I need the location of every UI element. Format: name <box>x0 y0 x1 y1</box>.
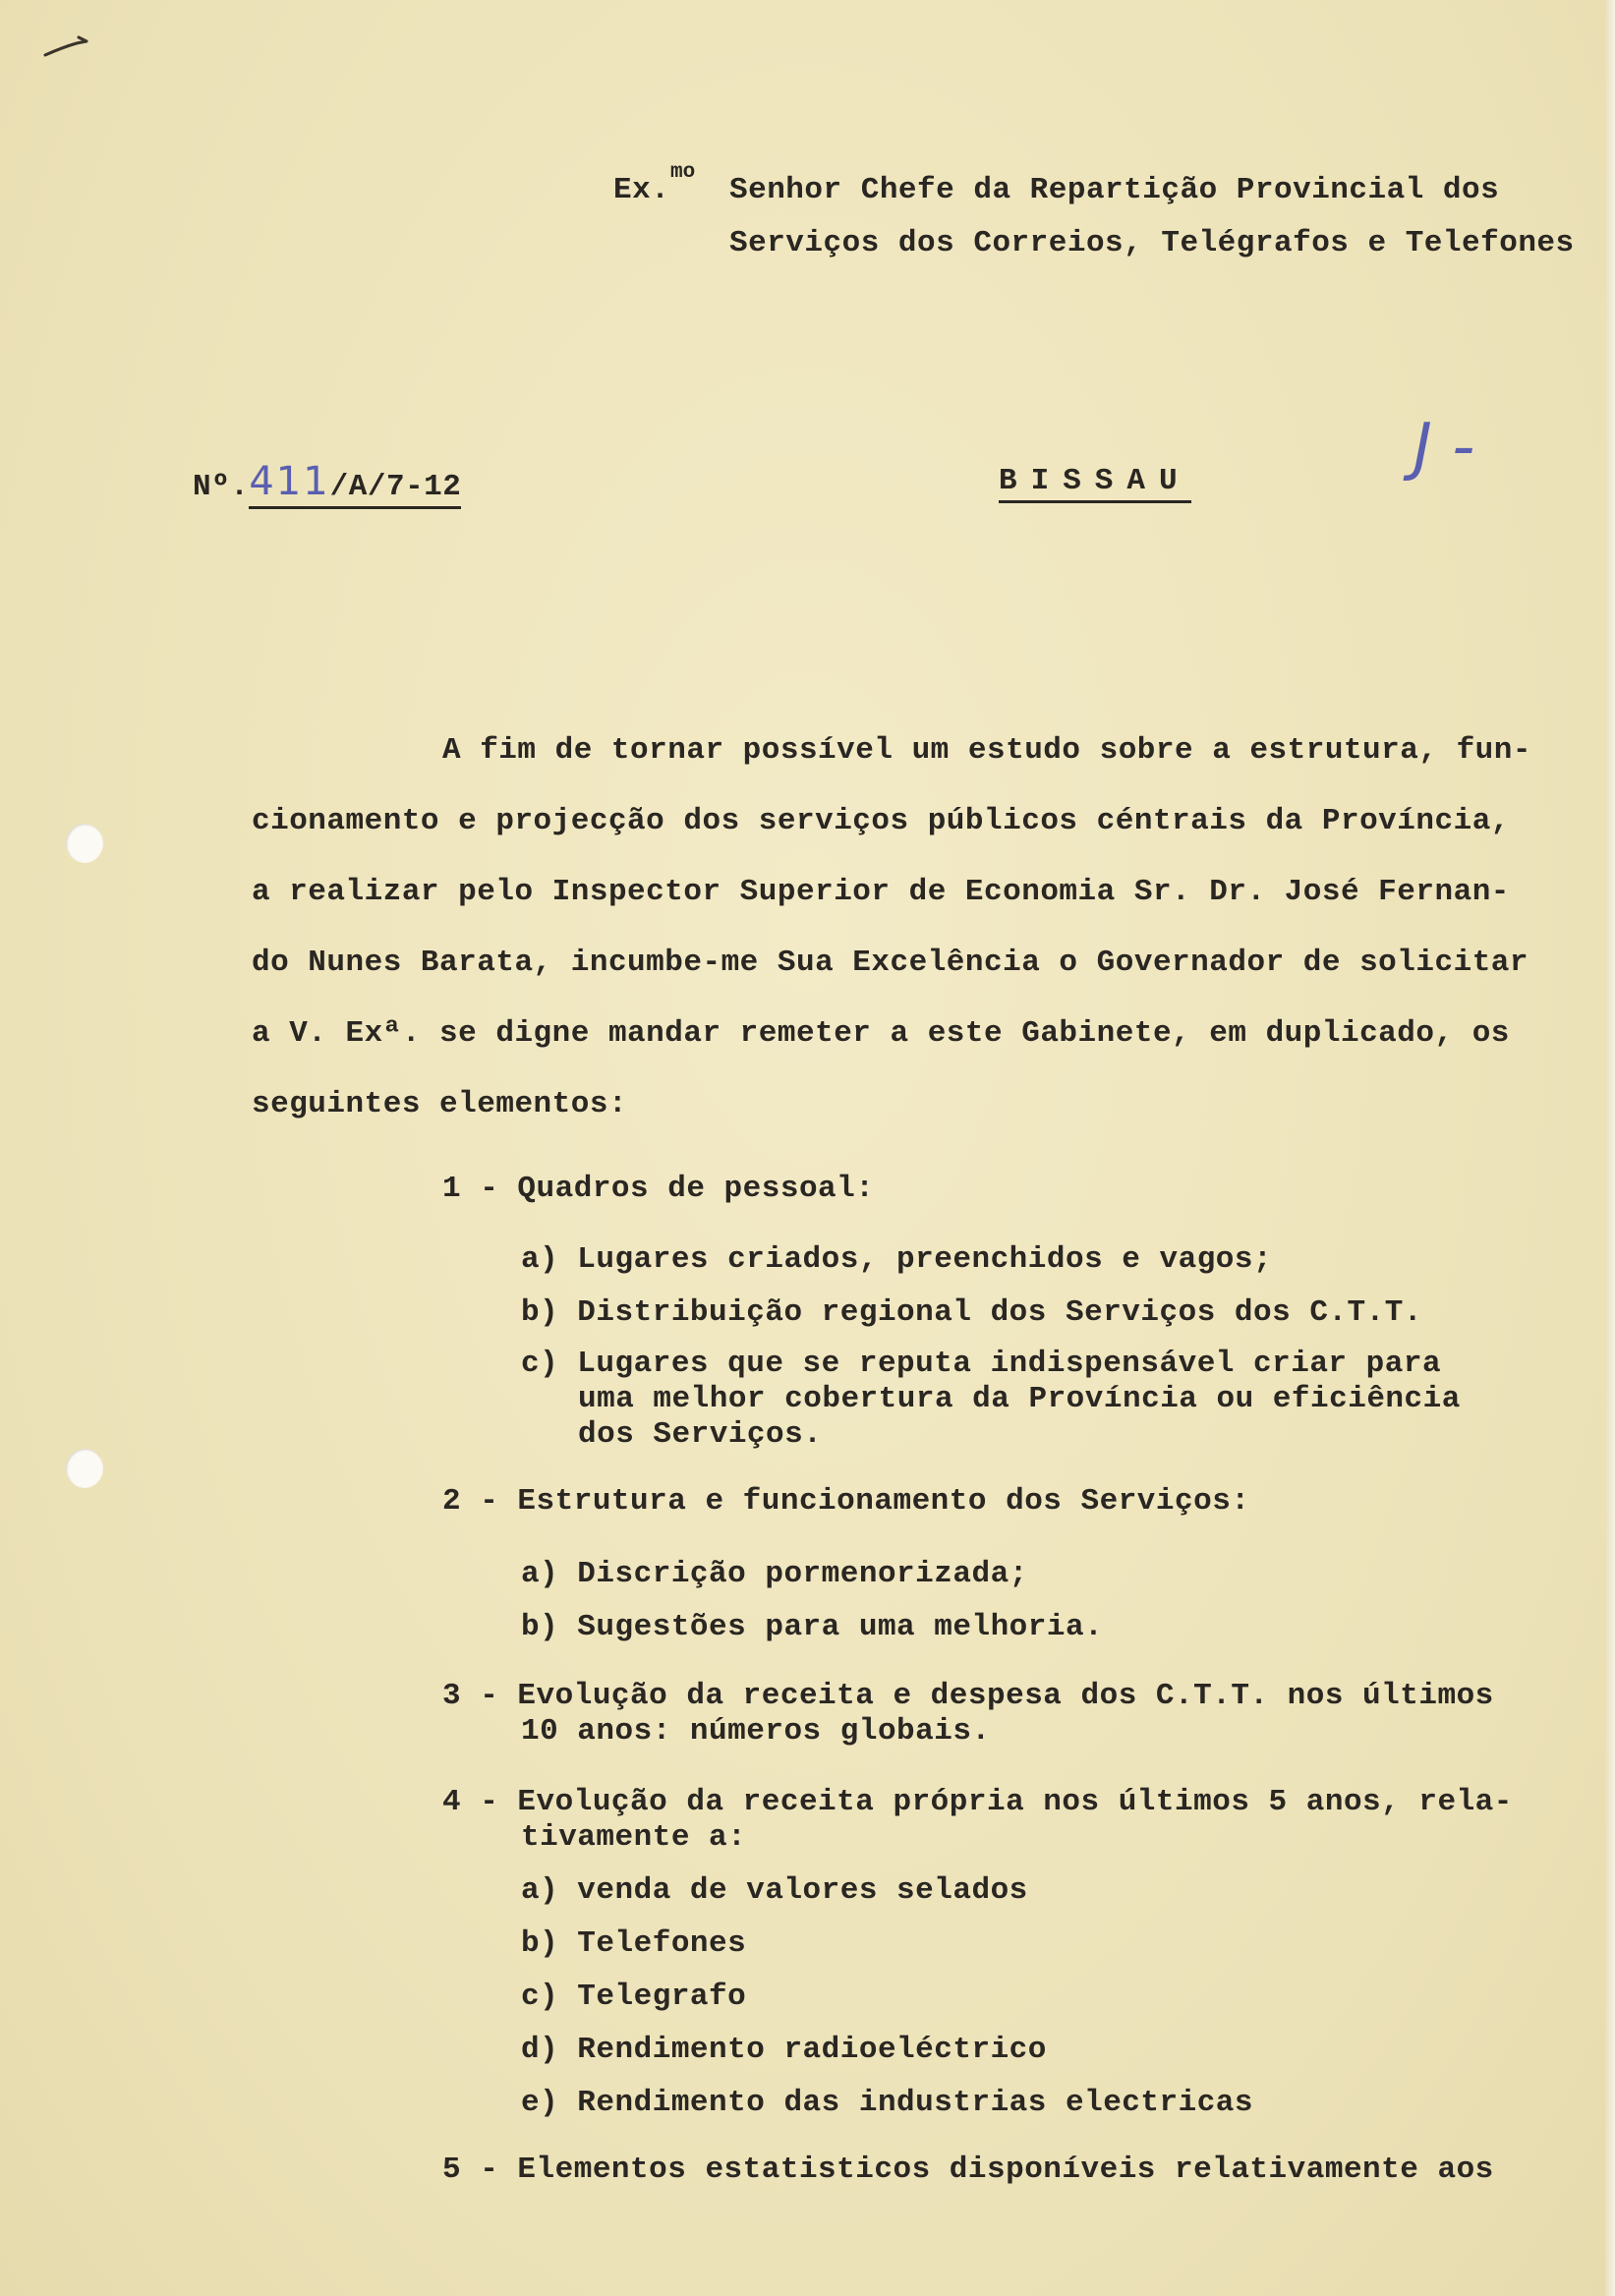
reference-number <box>193 459 462 505</box>
item-1c-line-1: c) Lugares que se reputa indispensável criar para <box>521 1347 1442 1381</box>
item-4e: e) Rendimento das industrias electricas <box>521 2086 1254 2120</box>
body-line-5: a V. Exª. se digne mandar remeter a este Gabinete, em duplicado, os <box>252 1016 1510 1051</box>
body-line-2: cionamento e projecção dos serviços públicos céntrais da Província, <box>252 804 1510 838</box>
item-4d: d) Rendimento radioeléctrico <box>521 2033 1047 2067</box>
body-line-3: a realizar pelo Inspector Superior de Economia Sr. Dr. José Fernan- <box>252 875 1510 909</box>
body-line-6: seguintes elementos: <box>252 1087 628 1121</box>
salutation-superscript: mo <box>670 161 696 184</box>
item-4c: c) Telegrafo <box>521 1980 747 2014</box>
item-2a: a) Discrição pormenorizada; <box>521 1557 1028 1591</box>
handwritten-number: 411 <box>249 459 330 504</box>
item-1b: b) Distribuição regional dos Serviços dos C.T.T. <box>521 1295 1422 1330</box>
item-4b: b) Telefones <box>521 1926 747 1961</box>
place-name <box>999 464 1191 499</box>
body-line-1: A fim de tornar possível um estudo sobre a estrutura, fun- <box>442 733 1531 768</box>
item-1c-line-3: dos Serviços. <box>578 1417 823 1452</box>
item-4-line-2: tivamente a: <box>521 1820 747 1855</box>
item-1c-line-2: uma melhor cobertura da Província ou eficiência <box>578 1382 1461 1416</box>
salutation-prefix: Ex. <box>613 173 670 207</box>
item-1: 1 - Quadros de pessoal: <box>442 1172 875 1206</box>
reference-suffix: /A/7-12 <box>329 470 462 504</box>
addressee-line-1: Senhor Chefe da Repartição Provincial dos <box>729 173 1500 207</box>
place-name-text: BISSAU <box>999 464 1191 503</box>
reference-prefix: Nº. <box>193 470 250 504</box>
item-4a: a) venda de valores selados <box>521 1873 1028 1908</box>
reference-value <box>249 459 462 509</box>
item-3-line-1: 3 - Evolução da receita e despesa dos C.T.T. nos últimos <box>442 1679 1494 1713</box>
item-2: 2 - Estrutura e funcionamento dos Serviços: <box>442 1484 1250 1519</box>
pencil-tick-mark <box>43 35 90 59</box>
item-5: 5 - Elementos estatisticos disponíveis relativamente aos <box>442 2152 1494 2187</box>
punch-hole-bottom <box>66 1449 103 1488</box>
item-4-line-1: 4 - Evolução da receita própria nos últimos 5 anos, rela- <box>442 1785 1513 1819</box>
item-3-line-2: 10 anos: números globais. <box>521 1714 991 1749</box>
addressee-line-2: Serviços dos Correios, Telégrafos e Telefones <box>729 226 1575 260</box>
body-line-4: do Nunes Barata, incumbe-me Sua Excelência o Governador de solicitar <box>252 946 1529 980</box>
punch-hole-top <box>66 824 103 863</box>
item-1a: a) Lugares criados, preenchidos e vagos; <box>521 1242 1273 1277</box>
page-edge <box>1605 0 1615 2296</box>
handwritten-initial: J - <box>1413 411 1475 484</box>
item-2b: b) Sugestões para uma melhoria. <box>521 1610 1104 1644</box>
